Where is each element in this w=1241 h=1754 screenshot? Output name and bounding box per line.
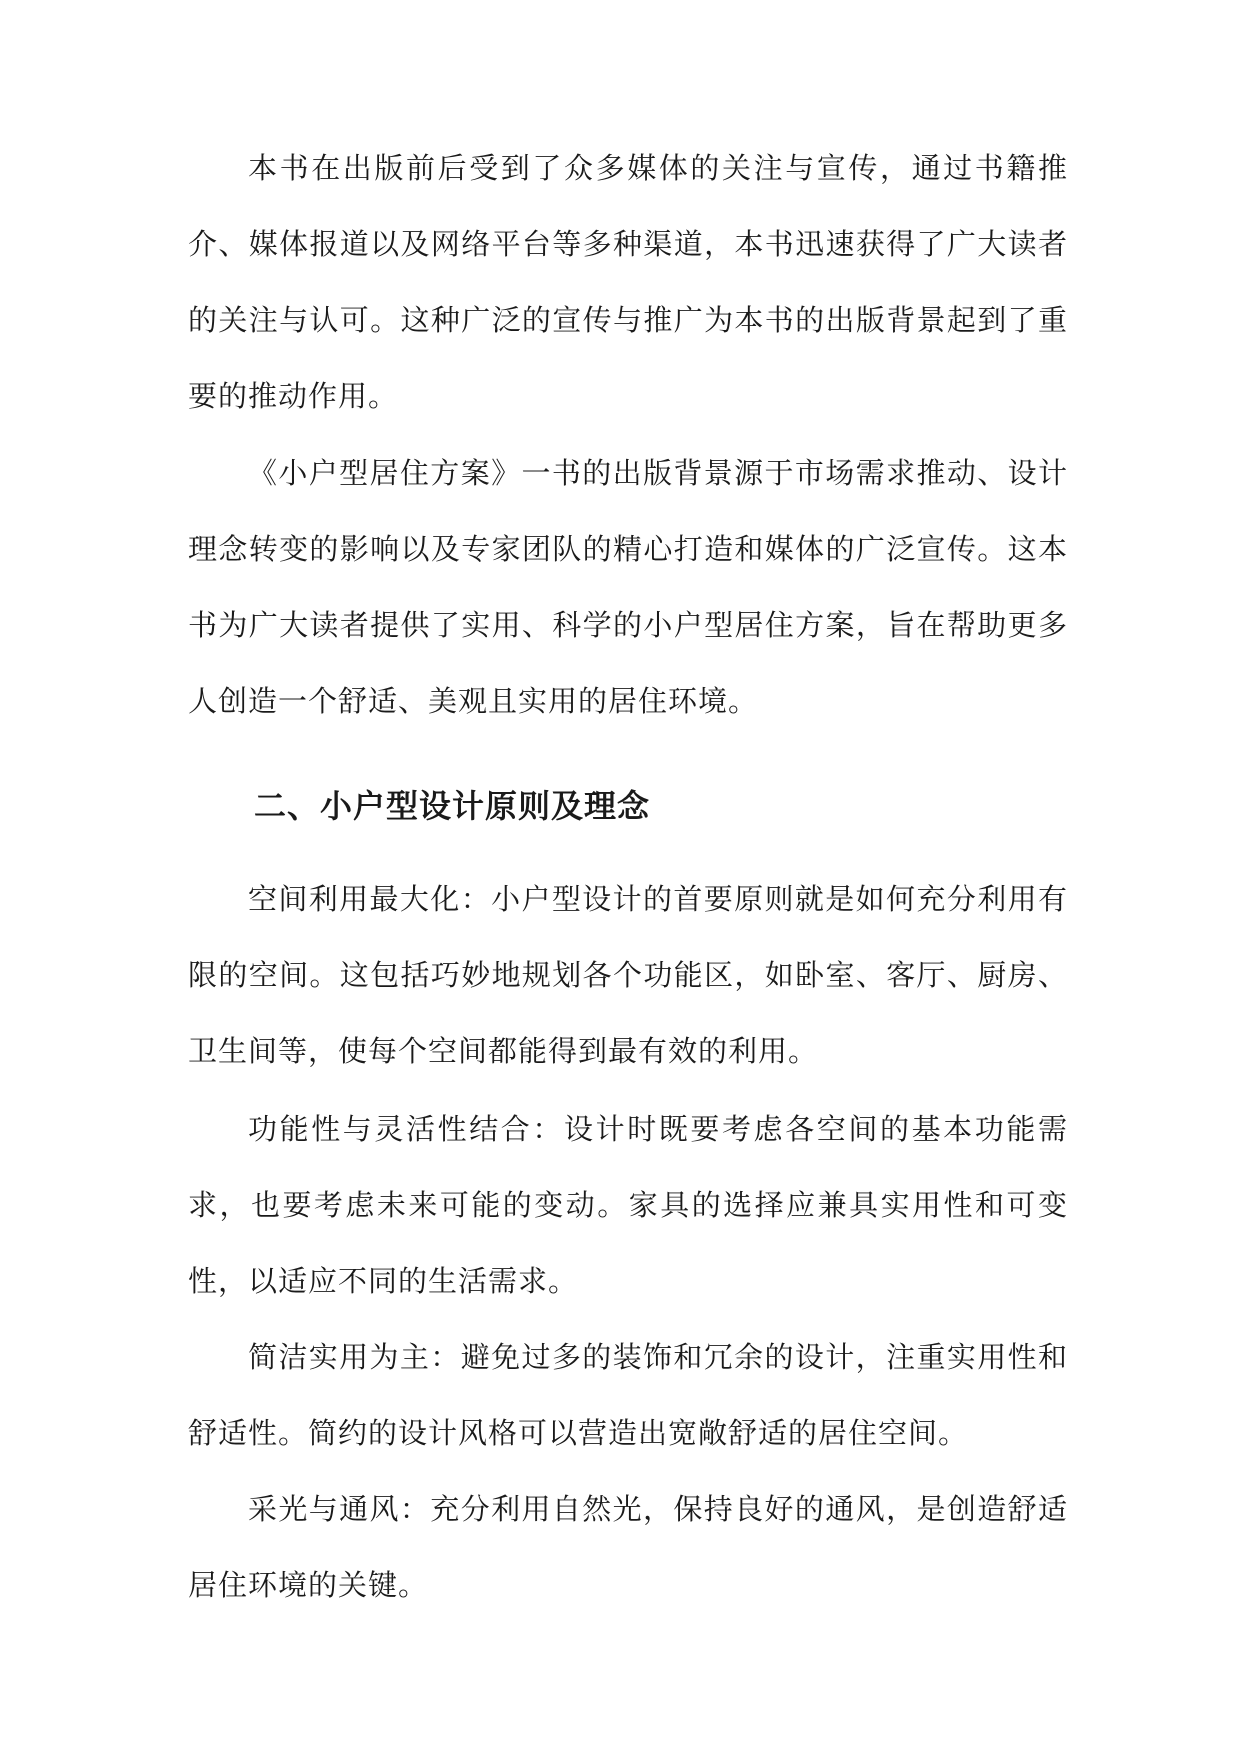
paragraph-publication-background: 《小户型居住方案》一书的出版背景源于市场需求推动、设计理念转变的影响以及专家团队的精心打造和媒体的广泛宣传。这本书为广大读者提供了实用、科学的小户型居住方案，旨在帮助更多人创造一个舒适、美观且实用的居住环境。 bbox=[188, 456, 1068, 718]
paragraph-media-promotion: 本书在出版前后受到了众多媒体的关注与宣传，通过书籍推介、媒体报道以及网络平台等多种渠道，本书迅速获得了广大读者的关注与认可。这种广泛的宣传与推广为本书的出版背景起到了重要的推动作用。 bbox=[188, 151, 1068, 413]
paragraph-light-ventilation: 采光与通风：充分利用自然光，保持良好的通风，是创造舒适居住环境的关键。 bbox=[188, 1492, 1068, 1602]
section-heading: 二、小户型设计原则及理念 bbox=[254, 787, 651, 825]
paragraph-function-flexibility: 功能性与灵活性结合：设计时既要考虑各空间的基本功能需求，也要考虑未来可能的变动。家具的选择应兼具实用性和可变性，以适应不同的生活需求。 bbox=[188, 1112, 1068, 1298]
paragraph-space-maximization: 空间利用最大化：小户型设计的首要原则就是如何充分利用有限的空间。这包括巧妙地规划各个功能区，如卧室、客厅、厨房、卫生间等，使每个空间都能得到最有效的利用。 bbox=[188, 882, 1068, 1068]
paragraph-simple-practical: 简洁实用为主：避免过多的装饰和冗余的设计，注重实用性和舒适性。简约的设计风格可以营造出宽敞舒适的居住空间。 bbox=[188, 1340, 1068, 1450]
